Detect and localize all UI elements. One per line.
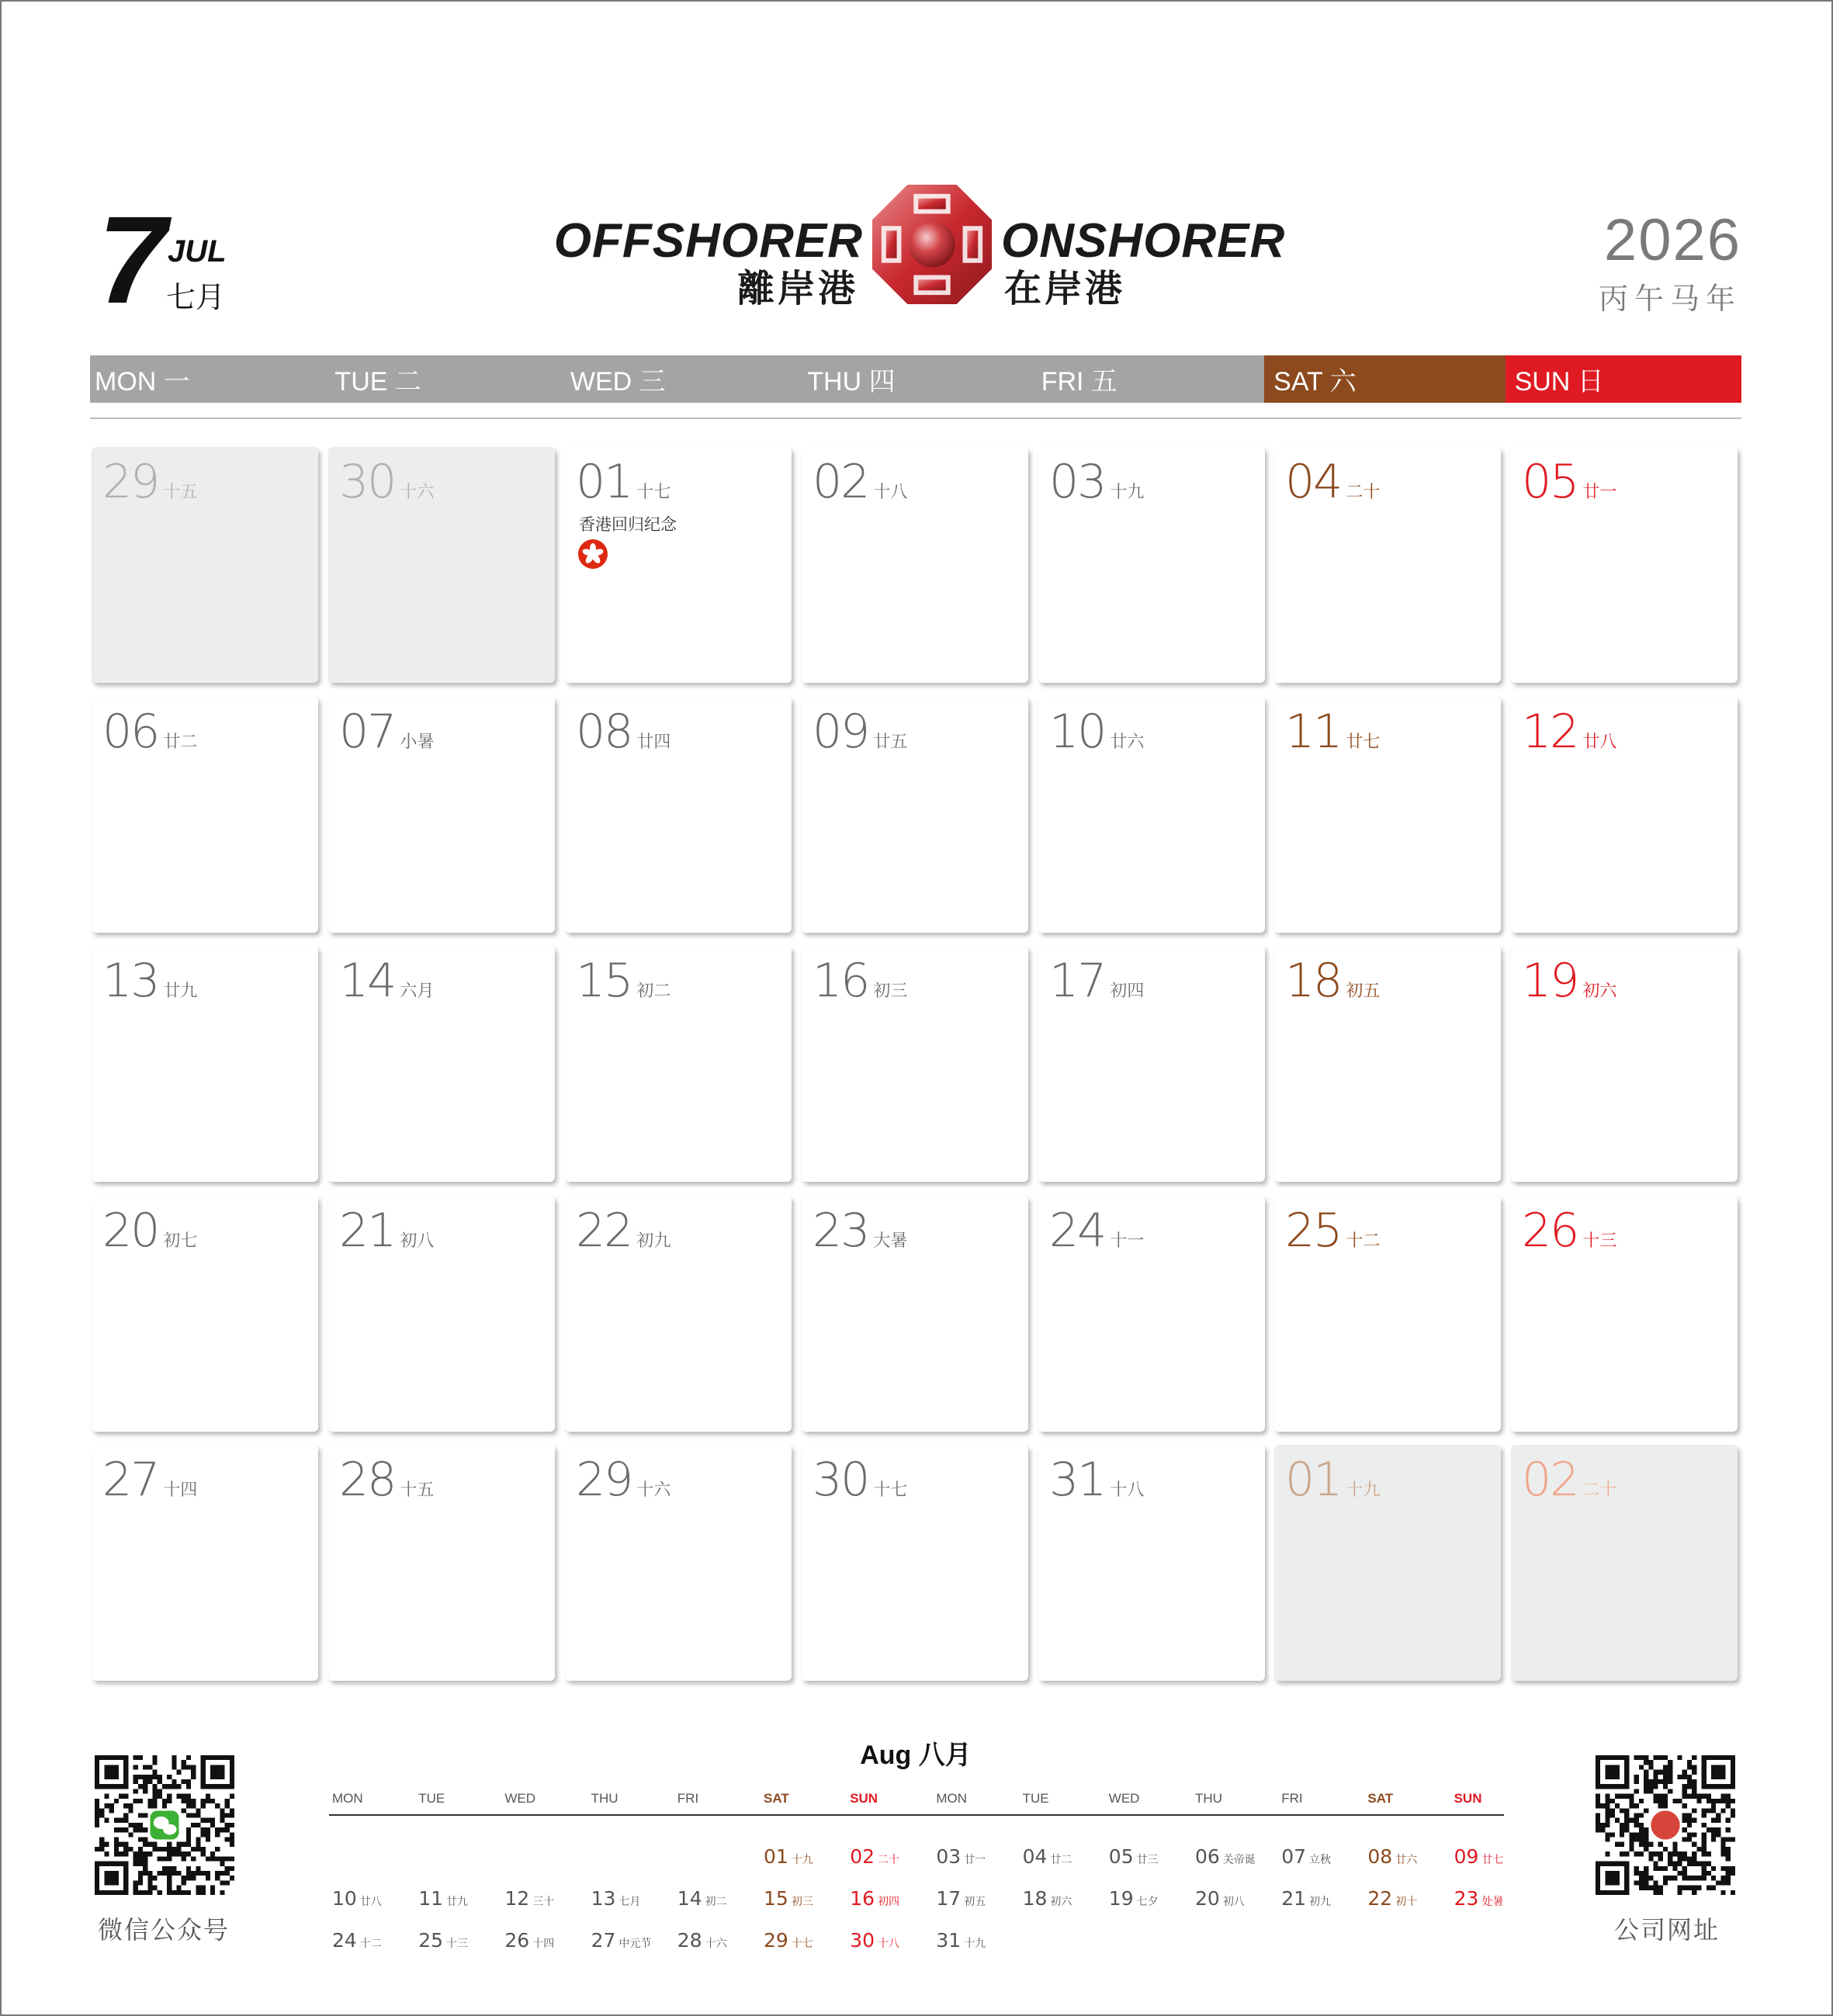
august-day-number: 12	[504, 1887, 530, 1910]
august-lunar-date: 廿八	[359, 1896, 382, 1908]
day-number: 08	[576, 705, 632, 759]
day-number: 18	[1285, 954, 1342, 1008]
august-day-number: 02	[850, 1845, 875, 1868]
day-number: 15	[576, 954, 632, 1008]
august-lunar-date: 初二	[705, 1896, 727, 1908]
august-day-number: 17	[936, 1887, 962, 1910]
august-day-number: 30	[850, 1929, 875, 1952]
weekday-sat: SAT 六	[1264, 355, 1505, 403]
day-cell[interactable]	[565, 946, 792, 1182]
lunar-date: 廿一	[1582, 483, 1617, 502]
lunar-date: 廿九	[163, 982, 198, 1001]
lunar-date: 初七	[163, 1231, 198, 1251]
day-number-line	[1522, 954, 1616, 1019]
august-lunar-date: 十四	[532, 1938, 555, 1950]
day-number: 14	[339, 954, 396, 1008]
lunar-date: 大暑	[873, 1231, 908, 1251]
day-number-line	[813, 455, 907, 520]
lunar-date: 廿七	[1346, 733, 1381, 752]
day-cell[interactable]	[1038, 946, 1265, 1182]
august-header-mon: MON	[936, 1791, 968, 1806]
august-header-mon: MON	[332, 1791, 363, 1806]
august-day	[1281, 1845, 1331, 1868]
lunar-date: 廿五	[873, 733, 908, 752]
day-number-line	[339, 705, 434, 770]
day-number: 29	[576, 1453, 632, 1507]
lunar-date: 初二	[636, 982, 671, 1001]
august-day	[1367, 1887, 1417, 1910]
day-cell[interactable]	[92, 697, 318, 933]
day-cell[interactable]	[1038, 1196, 1265, 1432]
day-number-line	[813, 705, 907, 770]
brand-offshorer-cn: 離岸港	[736, 267, 858, 310]
august-day	[418, 1929, 468, 1952]
day-number: 13	[102, 954, 159, 1008]
august-header-sun: SUN	[850, 1791, 878, 1806]
day-number: 11	[1285, 705, 1342, 759]
day-number-line	[1049, 705, 1144, 770]
day-cell[interactable]	[1274, 1196, 1501, 1432]
lunar-date: 十四	[163, 1481, 198, 1500]
lunar-date: 十五	[400, 1481, 435, 1500]
day-cell[interactable]	[565, 697, 792, 933]
august-day-number: 26	[504, 1929, 530, 1952]
august-day	[850, 1887, 899, 1910]
august-day	[677, 1929, 727, 1952]
august-day-number: 19	[1108, 1887, 1134, 1910]
lunar-date: 二十	[1582, 1481, 1617, 1500]
day-number: 21	[339, 1204, 396, 1258]
day-cell[interactable]	[1511, 447, 1738, 683]
day-number: 24	[1049, 1204, 1106, 1258]
august-day-number: 16	[850, 1887, 875, 1910]
weekday-sun: SUN 日	[1506, 355, 1741, 403]
august-day	[332, 1887, 382, 1910]
august-day-number: 23	[1454, 1887, 1479, 1910]
august-lunar-date: 关帝诞	[1222, 1854, 1256, 1866]
year-chinese: 丙午马年	[1598, 282, 1741, 316]
day-cell[interactable]	[1274, 1445, 1501, 1681]
august-lunar-date: 立秋	[1309, 1854, 1331, 1866]
august-day	[418, 1887, 468, 1910]
day-cell[interactable]	[1274, 946, 1501, 1182]
brand-offshorer-en: OFFSHORER	[553, 214, 863, 268]
lunar-date: 初五	[1346, 982, 1381, 1001]
day-number-line	[1049, 1453, 1144, 1518]
august-day-number: 07	[1281, 1845, 1306, 1868]
brand-onshorer	[1001, 216, 1312, 310]
day-number: 03	[1049, 455, 1106, 509]
august-day-number: 03	[936, 1845, 962, 1868]
day-number-line	[813, 1453, 907, 1518]
day-cell[interactable]	[1511, 1445, 1738, 1681]
day-number: 25	[1285, 1204, 1342, 1258]
lunar-date: 十六	[400, 483, 435, 502]
day-cell[interactable]	[92, 946, 318, 1182]
august-lunar-date: 初六	[1050, 1896, 1072, 1908]
lunar-date: 六月	[400, 982, 435, 1001]
august-day	[504, 1929, 554, 1952]
august-day	[1281, 1887, 1331, 1910]
august-lunar-date: 十七	[791, 1938, 813, 1950]
day-number: 29	[102, 455, 159, 509]
august-lunar-date: 初十	[1395, 1896, 1418, 1908]
day-number-line	[1522, 705, 1616, 770]
august-day-number: 29	[764, 1929, 788, 1952]
august-day	[1195, 1887, 1245, 1910]
august-header-thu: THU	[1195, 1791, 1222, 1806]
weekday-wed: WED 三	[561, 355, 798, 403]
lunar-date: 廿二	[163, 733, 198, 752]
lunar-date: 十七	[636, 483, 671, 502]
wechat-label: 微信公众号	[98, 1915, 230, 1945]
august-day	[677, 1887, 727, 1910]
lunar-date: 初三	[873, 982, 908, 1001]
day-number: 16	[813, 954, 869, 1008]
august-lunar-date: 中元节	[619, 1938, 652, 1950]
day-cell[interactable]	[802, 1445, 1028, 1681]
august-day-number: 22	[1367, 1887, 1393, 1910]
header-divider	[90, 417, 1741, 419]
day-number-line	[576, 1204, 670, 1269]
day-number: 07	[339, 705, 396, 759]
august-lunar-date: 二十	[878, 1854, 899, 1866]
day-number: 06	[102, 705, 159, 759]
day-number-line	[1285, 455, 1380, 520]
august-lunar-date: 十八	[878, 1938, 899, 1950]
lunar-date: 十九	[1110, 483, 1145, 502]
day-number: 01	[576, 455, 632, 509]
weekday-thu: THU 四	[798, 355, 1031, 403]
brand-onshorer-en: ONSHORER	[1001, 214, 1286, 268]
day-number: 30	[339, 455, 396, 509]
day-cell[interactable]	[1511, 1196, 1738, 1432]
august-day	[764, 1929, 813, 1952]
lunar-date: 十五	[163, 483, 198, 502]
website-qr-code-icon	[1596, 1755, 1735, 1895]
august-day-number: 01	[764, 1845, 788, 1868]
day-cell[interactable]	[328, 447, 555, 683]
august-day	[1367, 1845, 1417, 1868]
month-abbreviation: JUL	[168, 234, 227, 268]
lunar-date: 初六	[1582, 982, 1617, 1001]
august-day	[1195, 1845, 1256, 1868]
august-day	[850, 1845, 899, 1868]
day-number: 20	[102, 1204, 159, 1258]
lunar-date: 十七	[873, 1481, 908, 1500]
august-lunar-date: 廿六	[1395, 1854, 1418, 1866]
august-lunar-date: 三十	[532, 1896, 555, 1908]
august-lunar-date: 廿九	[446, 1896, 468, 1908]
day-number: 19	[1522, 954, 1578, 1008]
august-day-number: 04	[1022, 1845, 1048, 1868]
lunar-date: 廿八	[1582, 733, 1617, 752]
day-number-line	[1285, 1453, 1380, 1518]
day-number: 02	[813, 455, 869, 509]
august-lunar-date: 十六	[705, 1938, 727, 1950]
august-lunar-date: 初八	[1222, 1896, 1245, 1908]
august-header-sat: SAT	[1367, 1791, 1394, 1806]
hong-kong-flag-icon	[577, 539, 608, 570]
august-lunar-date: 廿一	[964, 1854, 986, 1866]
month-chinese: 七月	[166, 280, 226, 314]
august-mini-calendar-title: Aug 八月	[860, 1741, 972, 1770]
weekday-header-bar	[90, 355, 1741, 403]
day-number: 10	[1049, 705, 1106, 759]
day-number-line	[339, 455, 434, 520]
august-day	[936, 1929, 986, 1952]
day-cell[interactable]	[802, 1196, 1028, 1432]
august-day-number: 06	[1195, 1845, 1220, 1868]
day-number: 17	[1049, 954, 1106, 1008]
august-day-number: 13	[591, 1887, 616, 1910]
day-number: 28	[339, 1453, 396, 1507]
day-number-line	[1522, 1453, 1616, 1518]
day-cell[interactable]	[328, 697, 555, 933]
day-number-line	[1285, 1204, 1380, 1269]
day-number: 09	[813, 705, 869, 759]
august-day-number: 27	[591, 1929, 616, 1952]
august-day-number: 28	[677, 1929, 702, 1952]
august-header-fri: FRI	[677, 1791, 699, 1806]
day-number-line	[1049, 455, 1144, 520]
weekday-fri: FRI 五	[1032, 355, 1264, 403]
day-number-line	[1522, 1204, 1616, 1269]
month-number: 7	[98, 190, 167, 329]
day-number-line	[339, 1453, 434, 1518]
august-mini-header	[329, 1785, 1504, 1816]
day-cell[interactable]	[1038, 1445, 1265, 1681]
august-day	[764, 1887, 813, 1910]
august-lunar-date: 十九	[964, 1938, 986, 1950]
august-day	[764, 1845, 813, 1868]
day-number-line	[1285, 954, 1380, 1019]
year-number: 2026	[1603, 207, 1741, 273]
day-number: 05	[1522, 455, 1578, 509]
day-cell[interactable]	[1511, 697, 1738, 933]
lunar-date: 十六	[636, 1481, 671, 1500]
august-mini-calendar	[329, 1785, 1504, 1955]
day-number-line	[1049, 1204, 1144, 1269]
august-lunar-date: 初四	[878, 1896, 899, 1908]
day-number-line	[1285, 705, 1380, 770]
day-cell[interactable]	[1511, 946, 1738, 1182]
weekday-tue: TUE 二	[325, 355, 560, 403]
day-cell[interactable]	[1274, 447, 1501, 683]
august-lunar-date: 十三	[446, 1938, 468, 1950]
august-lunar-date: 廿七	[1481, 1854, 1504, 1866]
day-number-line	[102, 1453, 197, 1518]
august-day-number: 21	[1281, 1887, 1306, 1910]
august-lunar-date: 初三	[791, 1896, 813, 1908]
day-number-line	[102, 705, 197, 770]
august-day	[936, 1887, 986, 1910]
august-day-number: 09	[1454, 1845, 1479, 1868]
brand-onshorer-cn: 在岸港	[1004, 267, 1126, 310]
day-number-line	[339, 954, 434, 1019]
august-day-number: 24	[332, 1929, 357, 1952]
august-day-number: 05	[1108, 1845, 1134, 1868]
august-day-number: 25	[418, 1929, 443, 1952]
day-number-line	[1049, 954, 1144, 1019]
august-header-tue: TUE	[418, 1791, 445, 1806]
lunar-date: 十一	[1110, 1231, 1145, 1251]
day-cell[interactable]	[1274, 697, 1501, 933]
day-number-line	[102, 1204, 197, 1269]
day-number-line	[576, 705, 670, 770]
day-number-line	[813, 1204, 907, 1269]
august-header-wed: WED	[504, 1791, 536, 1806]
lunar-date: 初八	[400, 1231, 435, 1251]
day-cell[interactable]	[1038, 447, 1265, 683]
day-number: 26	[1522, 1204, 1578, 1258]
august-header-wed: WED	[1108, 1791, 1140, 1806]
day-cell[interactable]	[328, 1196, 555, 1432]
august-lunar-date: 十二	[359, 1938, 382, 1950]
august-lunar-date: 廿三	[1136, 1854, 1159, 1866]
day-cell[interactable]	[328, 1445, 555, 1681]
august-day-number: 15	[764, 1887, 788, 1910]
day-cell[interactable]	[802, 697, 1028, 933]
august-day	[1454, 1845, 1504, 1868]
lunar-date: 二十	[1346, 483, 1381, 502]
august-header-tue: TUE	[1022, 1791, 1049, 1806]
day-number-line	[1522, 455, 1616, 520]
lunar-date: 十二	[1346, 1231, 1381, 1251]
august-lunar-date: 七夕	[1136, 1896, 1159, 1908]
lunar-date: 初九	[636, 1231, 671, 1251]
august-lunar-date: 七月	[619, 1896, 641, 1908]
holiday-note: 香港回归纪念	[579, 515, 677, 534]
weekday-mon: MON 一	[90, 355, 325, 403]
day-number: 30	[813, 1453, 869, 1507]
lunar-date: 廿四	[636, 733, 671, 752]
lunar-date: 小暑	[400, 733, 435, 752]
company-logo-icon	[871, 183, 993, 306]
day-number: 01	[1285, 1453, 1342, 1507]
day-number: 23	[813, 1204, 869, 1258]
august-day-number: 10	[332, 1887, 357, 1910]
day-number: 27	[102, 1453, 159, 1507]
day-number: 22	[576, 1204, 632, 1258]
august-header-fri: FRI	[1281, 1791, 1303, 1806]
august-header-thu: THU	[591, 1791, 619, 1806]
day-cell[interactable]	[802, 447, 1028, 683]
lunar-date: 十八	[1110, 1481, 1145, 1500]
day-cell[interactable]	[328, 946, 555, 1182]
day-number-line	[576, 455, 670, 520]
wechat-qr-code-icon	[95, 1755, 234, 1895]
day-cell[interactable]	[92, 447, 318, 683]
august-day	[1023, 1845, 1072, 1868]
august-day-number: 20	[1195, 1887, 1220, 1910]
lunar-date: 十九	[1346, 1481, 1381, 1500]
day-number-line	[102, 455, 197, 520]
day-cell[interactable]	[565, 1445, 792, 1681]
august-day-number: 18	[1022, 1887, 1048, 1910]
august-day	[1109, 1887, 1159, 1910]
august-day-number: 14	[677, 1887, 702, 1910]
august-lunar-date: 十九	[791, 1854, 813, 1866]
day-cell[interactable]	[565, 1196, 792, 1432]
august-day	[936, 1845, 986, 1868]
august-lunar-date: 廿二	[1050, 1854, 1072, 1866]
day-number-line	[576, 954, 670, 1019]
day-cell[interactable]	[92, 1445, 318, 1681]
august-day	[1454, 1887, 1504, 1910]
day-cell[interactable]	[565, 447, 792, 683]
august-day	[1109, 1845, 1159, 1868]
day-cell[interactable]	[92, 1196, 318, 1432]
brand-offshorer	[553, 216, 863, 310]
august-header-sat: SAT	[764, 1791, 789, 1806]
august-lunar-date: 处暑	[1481, 1896, 1504, 1908]
august-day-number: 11	[418, 1887, 443, 1910]
day-number-line	[102, 954, 197, 1019]
lunar-date: 十八	[873, 483, 908, 502]
august-header-sun: SUN	[1454, 1791, 1482, 1806]
day-number-line	[576, 1453, 670, 1518]
website-label: 公司网址	[1614, 1915, 1720, 1945]
august-lunar-date: 初五	[964, 1896, 986, 1908]
august-day-number: 31	[936, 1929, 962, 1952]
august-day	[591, 1887, 641, 1910]
day-number: 02	[1522, 1453, 1578, 1507]
august-day	[591, 1929, 652, 1952]
lunar-date: 廿六	[1110, 733, 1145, 752]
lunar-date: 十三	[1582, 1231, 1617, 1251]
august-day	[504, 1887, 554, 1910]
august-day	[850, 1929, 899, 1952]
day-number: 04	[1285, 455, 1342, 509]
day-number-line	[339, 1204, 434, 1269]
day-number-line	[813, 954, 907, 1019]
day-number: 31	[1049, 1453, 1106, 1507]
august-lunar-date: 初九	[1309, 1896, 1331, 1908]
day-number: 12	[1522, 705, 1578, 759]
august-day	[332, 1929, 382, 1952]
day-cell[interactable]	[802, 946, 1028, 1182]
day-cell[interactable]	[1038, 697, 1265, 933]
august-day	[1023, 1887, 1072, 1910]
august-day-number: 08	[1367, 1845, 1393, 1868]
lunar-date: 初四	[1110, 982, 1145, 1001]
august-mini-body	[329, 1816, 1504, 1955]
